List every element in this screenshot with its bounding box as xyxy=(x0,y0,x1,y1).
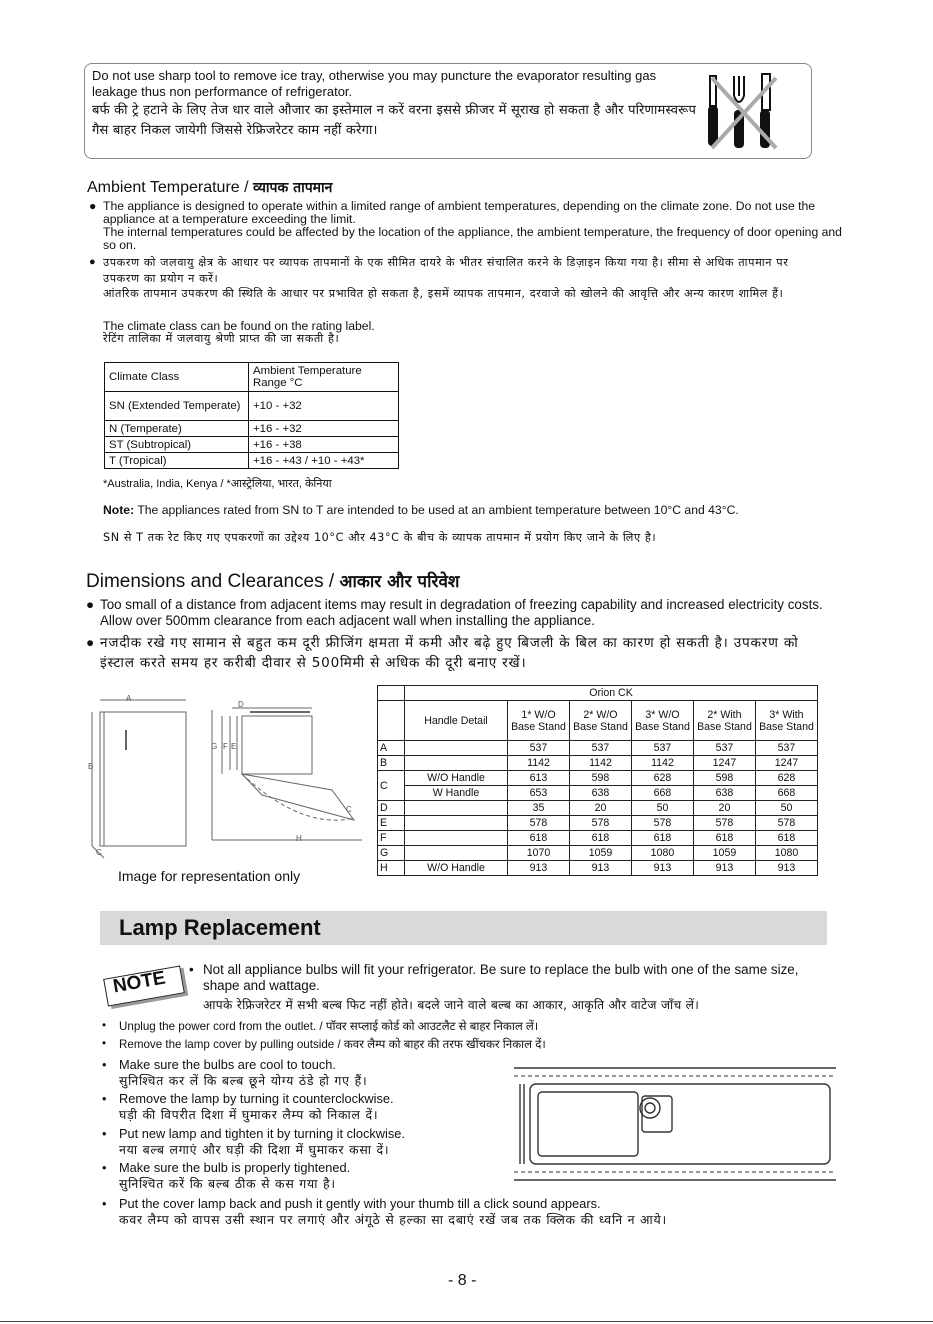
lamp-remove-cover-step: • Remove the lamp cover by pulling outside / कवर लैम्प को बाहर की तरफ खींचकर निकाल दें। xyxy=(102,1037,546,1051)
table-row: C W/O Handle 613 598 628 598 628 xyxy=(378,771,818,786)
ambient-note-en: Note: The appliances rated from SN to T are intended to be used at an ambient temperature between 10°C and 43°C. xyxy=(103,503,739,517)
table-row: F 618 618 618 618 618 xyxy=(378,831,818,846)
dim-label-b: B xyxy=(88,762,94,771)
page-bottom-rule xyxy=(0,1321,933,1322)
ambient-heading: Ambient Temperature / व्यापक तापमान xyxy=(87,179,333,196)
ambient-note-hi: SN से T तक रेट किए गए एपकरणों का उद्देश्य 10°C और 43°C के बीच के व्यापक तापमान में प्रयोग किए जाने के लिए है। xyxy=(103,531,657,544)
rating-text-en: The climate class can be found on the rating label. xyxy=(103,319,375,333)
note-badge: NOTE xyxy=(101,966,181,1002)
table-row: D 35 20 50 20 50 xyxy=(378,801,818,816)
climate-class-table: Climate Class Ambient Temperature Range °C SN (Extended Temperate) +10 - +32 N (Temperate) +16 - +32 ST (Subtropical) +16 - +38 T (Tropical) +16 - +43 / +10 - +43* xyxy=(104,362,399,469)
lamp-step-4: • Make sure the bulb is properly tightened. सुनिश्चित करें कि बल्ब ठीक से कस गया है। xyxy=(102,1160,351,1191)
ambient-bullet-1: ● The appliance is designed to operate within a limited range of ambient temperatures, depending on the climate zone. Do not use the appliance at a temperature exceeding the limit. The internal temperatures could be affected by the location of the appliance, the ambient temperature, the frequency of door opening and so on. xyxy=(89,199,842,252)
dimensions-diagram xyxy=(82,690,372,865)
lamp-step-3: • Put new lamp and tighten it by turning it clockwise. नया बल्ब लगाएं और घड़ी की दिशा में घुमाकर कसा दें। xyxy=(102,1126,405,1157)
dim-label-c: C xyxy=(96,848,102,857)
dim-label-f: F xyxy=(223,742,228,751)
lamp-step-5: • Put the cover lamp back and push it gently with your thumb till a click sound appears. कवर लैम्प को वापस उसी स्थान पर लगाएं और अंगूठे से हल्का सा दबाएं रखें जब तक क्लिक की ध्वनि न आये। xyxy=(102,1196,667,1227)
dim-label-e: E xyxy=(231,742,237,751)
ambient-bullet-2: ● उपकरण को जलवायु क्षेत्र के आधार पर व्यापक तापमानों के एक सीमित दायरे के भीतर संचालित करने के डिज़ाइन किया गया है। सीमा से अधिक तापमान पर उपकरण का प्रयोग न करें। आंतरिक तापमान उपकरण की स्थिति के आधार पर प्रभावित हो सकता है, इसमें व्यापक तापमान, दरवाजे को खोलने की आवृत्ति और अन्य कारण शामिल हैं। xyxy=(89,256,789,300)
table-row: B 1142 1142 1142 1247 1247 xyxy=(378,756,818,771)
no-sharp-tools-icon xyxy=(704,70,784,152)
warning-text-hi: बर्फ की ट्रे हटाने के लिए तेज धार वाले औजार का इस्तेमाल न करें वरना इससे फ्रीजर में सूराख हो सकता है और परिणामस्वरूप गैस बाहर निकल जायेगी जिससे रेफ्रिजरेटर काम नहीं करेगा। xyxy=(92,103,697,138)
lamp-note-en: • Not all appliance bulbs will fit your refrigerator. Be sure to replace the bulb with one of the same size, shape and wattage. xyxy=(189,962,799,993)
dim-label-a: A xyxy=(126,694,132,703)
page-number: - 8 - xyxy=(448,1272,477,1289)
dim-label-d: D xyxy=(238,700,244,709)
table-row: H W/O Handle 913 913 913 913 913 xyxy=(378,861,818,876)
dimensions-bullet-1: ● Too small of a distance from adjacent items may result in degradation of freezing capability and increased electricity costs. Allow over 500mm clearance from each adjacent wall when installing the appliance. xyxy=(86,597,823,628)
table-row: A 537 537 537 537 537 xyxy=(378,741,818,756)
lamp-housing-illustration xyxy=(510,1062,840,1186)
lamp-replacement-heading: Lamp Replacement xyxy=(100,911,827,945)
rating-text-hi: रेटिंग तालिका में जलवायु श्रेणी प्राप्त की जा सकती है। xyxy=(103,332,340,345)
lamp-note-hi: आपके रेफ्रिजरेटर में सभी बल्ब फिट नहीं होते। बदले जाने वाले बल्ब का आकार, आकृति और वाटेज जाँच लें। xyxy=(203,998,700,1012)
dimensions-heading: Dimensions and Clearances / आकार और परिवेश xyxy=(86,571,460,592)
dim-label-g: G xyxy=(211,742,218,751)
dimensions-bullet-2: ● नजदीक रखे गए सामान से बहुत कम दूरी फ्रीजिंग क्षमता में कमी और बढ़े हुए बिजली के बिल का कारण हो सकती है। उपकरण को इंस्टाल करते समय हर करीबी दीवार से 500मिमी से अधिक की दूरी बनाए रखें। xyxy=(86,635,799,671)
lamp-unplug-step: • Unplug the power cord from the outlet. / पॉवर सप्लाई कोर्ड को आउटलैट से बाहर निकाल लें। xyxy=(102,1019,539,1033)
dim-label-h: H xyxy=(296,834,302,843)
climate-footnote: *Australia, India, Kenya / *आस्ट्रेलिया, भारत, केनिया xyxy=(103,478,332,490)
dimensions-table: Orion CK Handle Detail 1* W/O Base Stand 2* W/O Base Stand 3* W/O Base Stand 2* With Base Stand 3* With Base Stand A 537 537 537 537 537 B 1142 1142 1142 1247 1247 C W/O Handle 613 598 628 598 628 W Handle 653 638 668 638 668 D 35 20 50 20 50 E 578 578 578 578 578 F 618 618 618 618 618 G 1070 1059 1080 1059 1080 H W/O Handle 913 913 913 913 913 xyxy=(377,685,818,876)
lamp-step-1: • Make sure the bulbs are cool to touch. सुनिश्चित कर लें कि बल्ब छूने योग्य ठंडे हो गए हैं। xyxy=(102,1057,368,1088)
dim-label-c2: C xyxy=(346,805,352,814)
image-caption: Image for representation only xyxy=(118,868,301,884)
warning-text-en: Do not use sharp tool to remove ice tray, otherwise you may puncture the evaporator resulting gas leakage thus non performance of refrigerator. xyxy=(92,68,657,99)
table-row: E 578 578 578 578 578 xyxy=(378,816,818,831)
table-row: G 1070 1059 1080 1059 1080 xyxy=(378,846,818,861)
table-row: W Handle 653 638 668 638 668 xyxy=(378,786,818,801)
lamp-step-2: • Remove the lamp by turning it counterclockwise. घड़ी की विपरीत दिशा में घुमाकर लैम्प को निकाल दें। xyxy=(102,1091,394,1122)
